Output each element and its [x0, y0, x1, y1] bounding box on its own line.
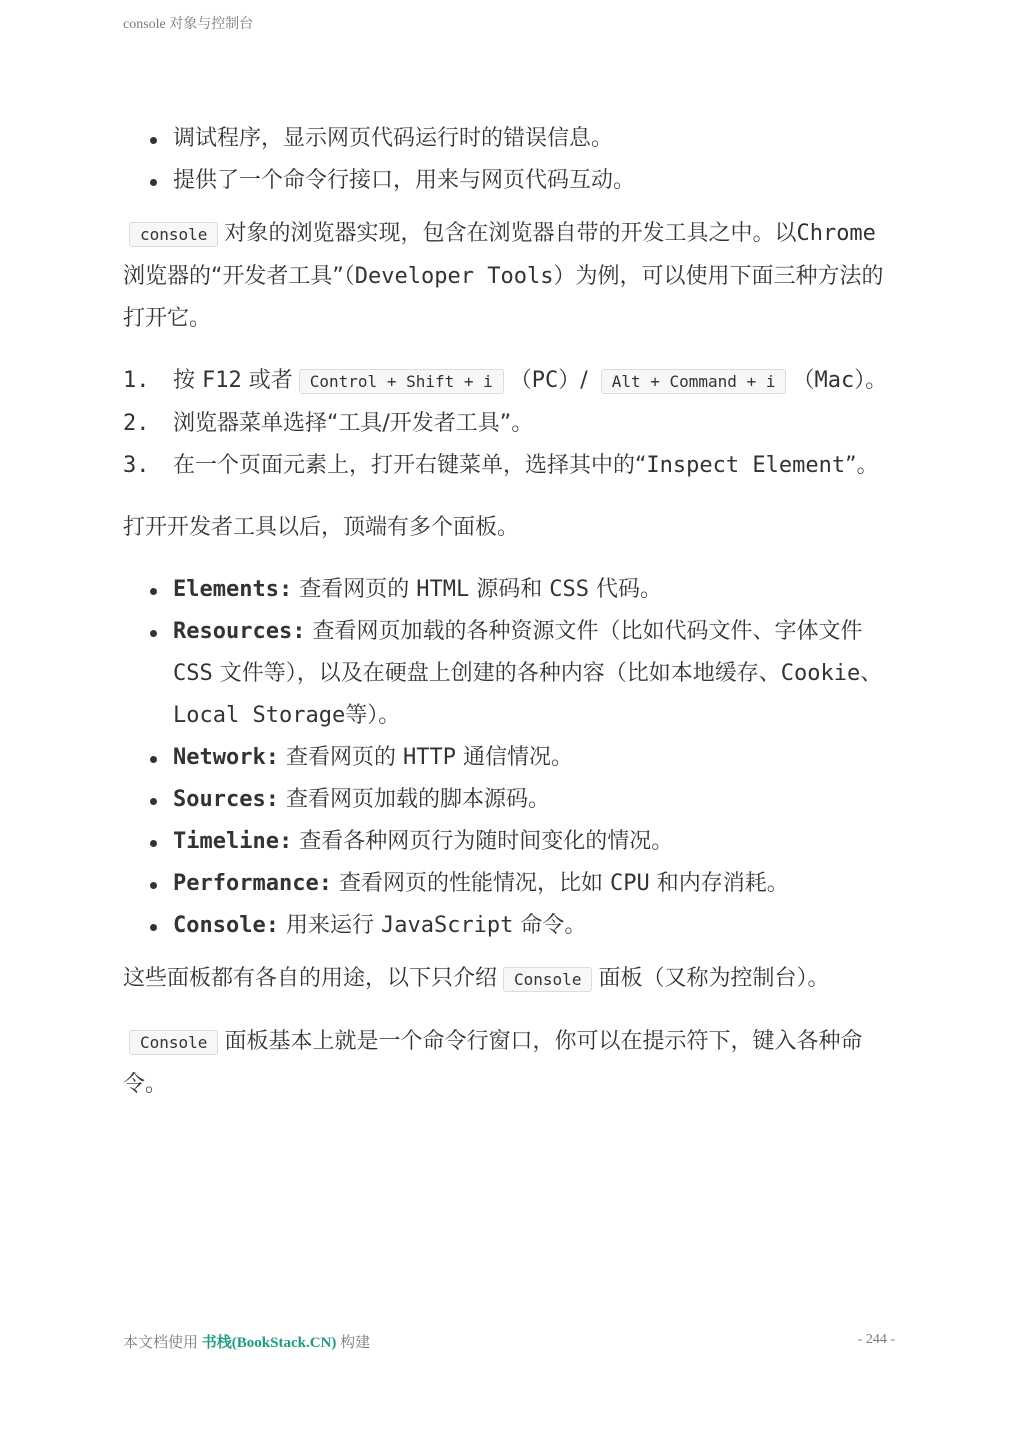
list-item: Resources: 查看网页加载的各种资源文件（比如代码文件、字体文件 CSS 文件等），以及在硬盘上创建的各种内容（比如本地缓存、Cookie、Local Storage等）。	[123, 611, 898, 737]
inline-code: Control + Shift + i	[299, 369, 504, 394]
inline-code: Console	[503, 967, 592, 992]
page-number: - 244 -	[857, 1332, 895, 1347]
list-item: 调试程序，显示网页代码运行时的错误信息。	[123, 118, 898, 160]
step-number: 3.	[123, 453, 150, 478]
paragraph-console-description: Console 面板基本上就是一个命令行窗口，你可以在提示符下，键入各种命令。	[123, 1029, 863, 1097]
list-item: 2. 浏览器菜单选择“工具/开发者工具”。	[123, 403, 898, 445]
panel-name: Console:	[173, 913, 279, 938]
bookstack-link[interactable]: 书栈(BookStack.CN)	[201, 1335, 337, 1351]
panel-name: Performance:	[173, 871, 332, 896]
step-number: 2.	[123, 411, 150, 436]
paragraph-console-intro: console 对象的浏览器实现，包含在浏览器自带的开发工具之中。以Chrome 浏览器的“开发者工具”（Developer Tools）为例，可以使用下面三种方法的打开它。	[123, 221, 884, 331]
panel-name: Timeline:	[173, 829, 293, 854]
inline-code: console	[129, 222, 218, 247]
panel-name: Network:	[173, 745, 279, 770]
inline-code: Console	[129, 1030, 218, 1055]
running-header: console 对象与控制台	[123, 17, 254, 32]
panel-list	[123, 569, 898, 947]
list-item: Performance: 查看网页的性能情况，比如 CPU 和内存消耗。	[123, 863, 898, 905]
inline-code: Alt + Command + i	[601, 369, 787, 394]
panel-name: Sources:	[173, 787, 279, 812]
list-item: Console: 用来运行 JavaScript 命令。	[123, 905, 898, 947]
document-body	[123, 118, 898, 1126]
panel-name: Elements:	[173, 577, 293, 602]
list-item: 1. 按 F12 或者 Control + Shift + i （PC）/ Alt + Command + i （Mac）。	[123, 360, 898, 403]
list-item: Timeline: 查看各种网页行为随时间变化的情况。	[123, 821, 898, 863]
list-item: Network: 查看网页的 HTTP 通信情况。	[123, 737, 898, 779]
step-number: 1.	[123, 368, 150, 393]
paragraph-console-panel: 这些面板都有各自的用途，以下只介绍 Console 面板（又称为控制台）。	[123, 966, 830, 991]
list-item: 3. 在一个页面元素上，打开右键菜单，选择其中的“Inspect Element”。	[123, 445, 898, 487]
list-item: 提供了一个命令行接口，用来与网页代码互动。	[123, 160, 898, 202]
list-item: Sources: 查看网页加载的脚本源码。	[123, 779, 898, 821]
footer-credit: 本文档使用 书栈(BookStack.CN) 构建	[123, 1335, 371, 1351]
open-devtools-steps	[123, 360, 898, 487]
intro-list	[123, 118, 898, 202]
panel-name: Resources:	[173, 619, 306, 644]
list-item: Elements: 查看网页的 HTML 源码和 CSS 代码。	[123, 569, 898, 611]
paragraph-panels-intro: 打开开发者工具以后，顶端有多个面板。	[123, 515, 520, 540]
